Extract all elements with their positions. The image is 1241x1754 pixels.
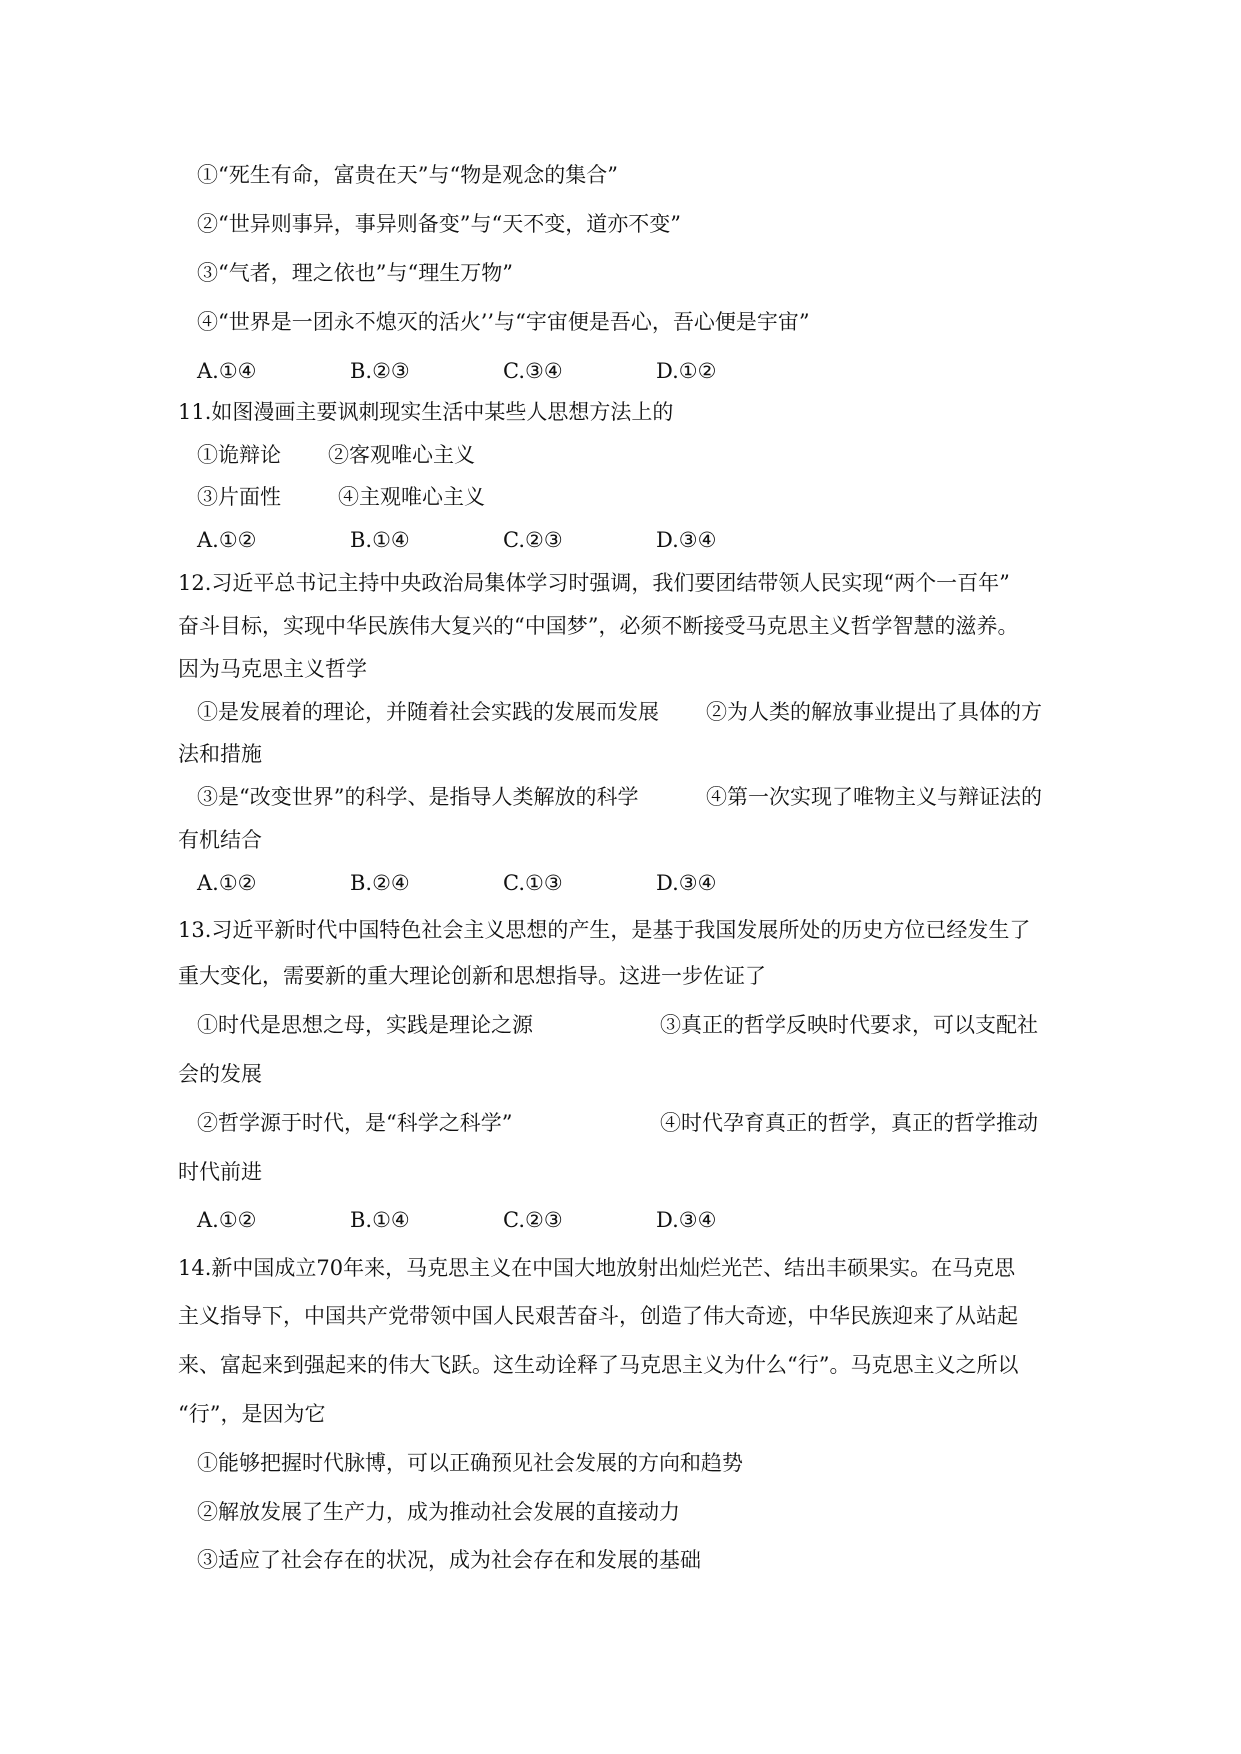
q14-option-1: ①能够把握时代脉博，可以正确预见社会发展的方向和趋势 [197, 1451, 743, 1475]
q13-stem-line-1: 13.习近平新时代中国特色社会主义思想的产生，是基于我国发展所处的历史方位已经发生了 [178, 918, 1031, 942]
q12-option-3: ③是“改变世界”的科学、是指导人类解放的科学 [197, 785, 639, 809]
q11-option-3: ③片面性 [197, 485, 281, 509]
q11-option-1: ①诡辩论 [197, 443, 281, 467]
q13-option-2: ②哲学源于时代，是“科学之科学” [197, 1111, 513, 1135]
q13-option-4: ④时代孕育真正的哲学，真正的哲学推动 [660, 1111, 1038, 1135]
q11-option-4: ④主观唯心主义 [338, 485, 485, 509]
q13-option-3-continued: 会的发展 [178, 1062, 262, 1086]
q10-option-2: ②“世异则事异，事异则备变”与“天不变，道亦不变” [197, 212, 681, 236]
choice-c: C.②③ [503, 528, 563, 552]
choice-d: D.③④ [656, 528, 717, 552]
choice-c: C.③④ [503, 359, 563, 383]
q14-stem-line-4: “行”，是因为它 [178, 1402, 326, 1426]
q14-stem-line-1: 14.新中国成立70年来，马克思主义在中国大地放射出灿烂光芒、结出丰硕果实。在马克思 [178, 1256, 1016, 1280]
q12-option-4-continued: 有机结合 [178, 828, 262, 852]
q12-stem-line-1: 12.习近平总书记主持中央政治局集体学习时强调，我们要团结带领人民实现“两个一百年” [178, 571, 1010, 595]
q13-option-4-continued: 时代前进 [178, 1160, 262, 1184]
q10-option-4: ④“世界是一团永不熄灭的活火’’与“宇宙便是吾心，吾心便是宇宙” [197, 310, 810, 334]
choice-d: D.③④ [656, 871, 717, 895]
choice-d: D.①② [656, 359, 717, 383]
choice-d: D.③④ [656, 1208, 717, 1232]
q13-option-3: ③真正的哲学反映时代要求，可以支配社 [660, 1013, 1038, 1037]
q12-option-2-continued: 法和措施 [178, 742, 262, 766]
q12-stem-line-2: 奋斗目标，实现中华民族伟大复兴的“中国梦”，必须不断接受马克思主义哲学智慧的滋养。 [178, 614, 1019, 638]
q12-option-2: ②为人类的解放事业提出了具体的方 [706, 700, 1042, 724]
q13-stem-line-2: 重大变化，需要新的重大理论创新和思想指导。这进一步佐证了 [178, 964, 766, 988]
q14-option-3: ③适应了社会存在的状况，成为社会存在和发展的基础 [197, 1548, 701, 1572]
q14-option-2: ②解放发展了生产力，成为推动社会发展的直接动力 [197, 1500, 680, 1524]
q14-stem-line-3: 来、富起来到强起来的伟大飞跃。这生动诠释了马克思主义为什么“行”。马克思主义之所以 [178, 1353, 1019, 1377]
choice-a: A.①② [197, 1208, 257, 1232]
q12-stem-line-3: 因为马克思主义哲学 [178, 657, 367, 681]
choice-a: A.①④ [197, 359, 257, 383]
choice-c: C.①③ [503, 871, 563, 895]
q11-option-2: ②客观唯心主义 [328, 443, 475, 467]
choice-b: B.②③ [350, 359, 410, 383]
q14-stem-line-2: 主义指导下，中国共产党带领中国人民艰苦奋斗，创造了伟大奇迹，中华民族迎来了从站起 [178, 1304, 1018, 1328]
q10-option-1: ①“死生有命，富贵在天”与“物是观念的集合” [197, 163, 618, 187]
choice-a: A.①② [197, 871, 257, 895]
q12-option-1: ①是发展着的理论，并随着社会实践的发展而发展 [197, 700, 659, 724]
choice-b: B.①④ [350, 528, 410, 552]
choice-a: A.①② [197, 528, 257, 552]
choice-b: B.②④ [350, 871, 410, 895]
q12-option-4: ④第一次实现了唯物主义与辩证法的 [706, 785, 1042, 809]
q10-option-3: ③“气者，理之依也”与“理生万物” [197, 261, 513, 285]
choice-b: B.①④ [350, 1208, 410, 1232]
q11-stem: 11.如图漫画主要讽刺现实生活中某些人思想方法上的 [178, 400, 674, 424]
q13-option-1: ①时代是思想之母，实践是理论之源 [197, 1013, 533, 1037]
choice-c: C.②③ [503, 1208, 563, 1232]
